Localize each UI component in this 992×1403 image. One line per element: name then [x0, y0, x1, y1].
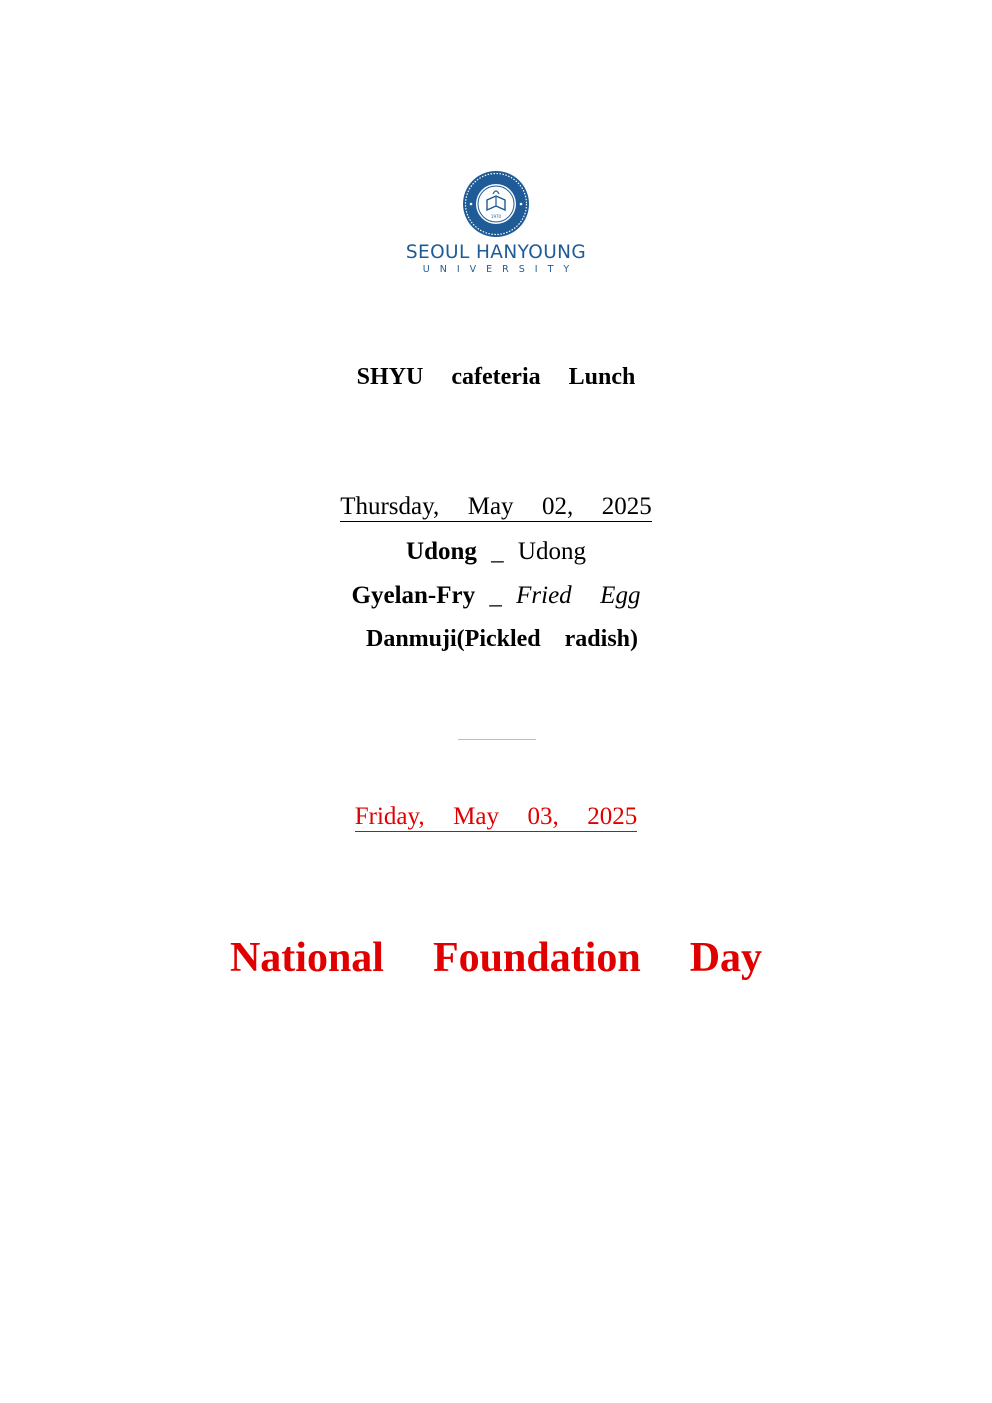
holiday-notice: National Foundation Day [229, 935, 763, 981]
university-logo [396, 168, 596, 280]
day-2-date-text: Friday, May 03, 2025 [354, 803, 638, 830]
university-seal-icon [462, 170, 530, 238]
day-1-date [0, 493, 992, 521]
menu-item-1-separator: _ [491, 538, 504, 565]
university-subtitle: UNIVERSITY [422, 264, 580, 275]
menu-item-2-separator: _ [489, 582, 502, 609]
menu-item-3-name: Danmuji(Pickled radish) [365, 626, 638, 652]
menu-item-1-english: Udong [517, 538, 586, 565]
day-1-date-text: Thursday, May 02, 2025 [340, 493, 652, 520]
section-divider [458, 739, 536, 740]
page-title: SHYU cafeteria Lunch [356, 364, 636, 390]
menu-item-1-name: Udong [406, 538, 477, 565]
menu-item-2 [0, 582, 992, 610]
university-name: SEOUL HANYOUNG [405, 242, 587, 263]
menu-item-3 [0, 626, 992, 653]
menu-item-2-name: Gyelan-Fry [351, 582, 476, 609]
menu-item-2-english: Fried Egg [516, 582, 641, 609]
menu-item-1 [0, 538, 992, 566]
day-2-date [0, 803, 992, 831]
seal-year: 1970 [490, 214, 502, 219]
